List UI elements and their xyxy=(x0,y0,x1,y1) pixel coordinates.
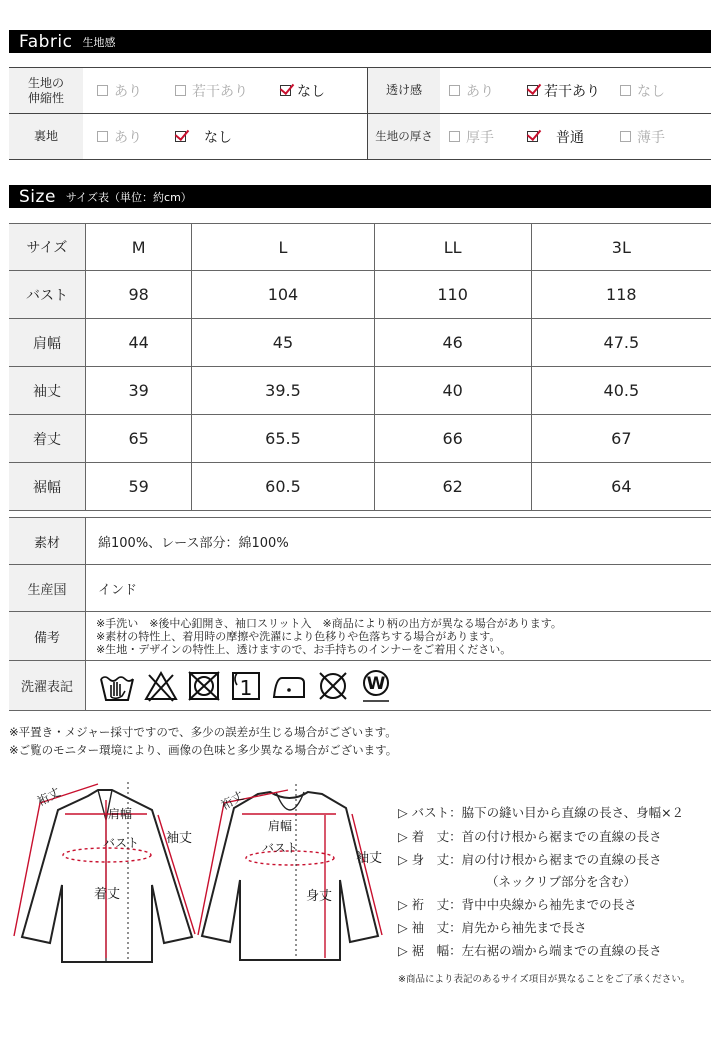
row-label: バスト xyxy=(9,271,86,319)
cell: 110 xyxy=(374,271,531,319)
size-header-row xyxy=(9,224,711,271)
size-title: Size xyxy=(19,186,56,207)
wet-clean-icon xyxy=(358,668,394,704)
checkbox-icon xyxy=(620,85,631,96)
notes-value xyxy=(86,617,562,656)
material-value: 綿100%、レース部分：綿100% xyxy=(98,536,289,551)
size-col-m: M xyxy=(86,224,192,271)
no-tumble-dry-icon xyxy=(186,669,222,703)
table-row xyxy=(9,463,711,511)
cell: 40 xyxy=(374,367,531,415)
size-table xyxy=(9,223,711,511)
row-label: 着丈 xyxy=(9,415,86,463)
table-row xyxy=(9,271,711,319)
jacket-diagram xyxy=(22,790,192,962)
cell: 39.5 xyxy=(192,367,374,415)
note-line: ※素材の特性上、着用時の摩擦や洗濯により色移りや色落ちする場合があります。 xyxy=(96,630,501,643)
legend-item: （ネックリブ部分を含む） xyxy=(486,874,637,889)
cell: 39 xyxy=(86,367,192,415)
sheer-option-2[interactable]: 若干あり xyxy=(527,81,600,101)
size-col-header: サイズ xyxy=(9,224,86,271)
diagram-label: 袖丈 xyxy=(356,851,383,866)
cell: 47.5 xyxy=(531,319,711,367)
cell: 64 xyxy=(531,463,711,511)
checkbox-icon xyxy=(449,85,460,96)
sheer-label: 透け感 xyxy=(368,68,440,113)
material-label: 素材 xyxy=(9,518,86,565)
fabric-header xyxy=(9,30,711,53)
svg-text:W: W xyxy=(366,673,386,694)
iron-low-icon xyxy=(270,669,308,703)
thickness-option-1[interactable]: 厚手 xyxy=(449,127,494,147)
checkbox-icon xyxy=(97,85,108,96)
sheer-option-3[interactable]: なし xyxy=(620,81,665,101)
row-label: 袖丈 xyxy=(9,367,86,415)
lining-label: 裏地 xyxy=(9,114,83,159)
legend-item: ▷ 袖 丈：肩先から袖先まで長さ xyxy=(398,920,587,935)
no-bleach-icon xyxy=(143,669,179,703)
checkbox-icon xyxy=(620,131,631,142)
cardigan-diagram xyxy=(202,792,378,960)
care-row xyxy=(9,660,711,711)
row-label: 肩幅 xyxy=(9,319,86,367)
checkbox-icon xyxy=(175,85,186,96)
notes-row xyxy=(9,611,711,661)
stretch-option-1[interactable]: あり xyxy=(97,81,142,101)
checked-checkbox-icon xyxy=(527,131,538,142)
fabric-row xyxy=(9,68,711,113)
size-col-3l: 3L xyxy=(531,224,711,271)
diagram-label: バスト xyxy=(103,836,140,850)
fabric-subtitle: 生地感 xyxy=(82,35,116,49)
table-row xyxy=(9,367,711,415)
line-dry-icon xyxy=(229,669,263,703)
footnote: ※ご覧のモニター環境により、画像の色味と多少異なる場合がございます。 xyxy=(9,743,398,757)
checked-checkbox-icon xyxy=(175,131,186,142)
fabric-row xyxy=(9,113,711,159)
cell: 118 xyxy=(531,271,711,319)
cell: 67 xyxy=(531,415,711,463)
checkbox-icon xyxy=(449,131,460,142)
cell: 59 xyxy=(86,463,192,511)
cell: 40.5 xyxy=(531,367,711,415)
cell: 104 xyxy=(192,271,374,319)
checkbox-icon xyxy=(97,131,108,142)
hand-wash-icon xyxy=(98,669,136,703)
cell: 46 xyxy=(374,319,531,367)
thickness-option-2[interactable]: 普通 xyxy=(527,127,584,147)
diagram-label: 袖丈 xyxy=(166,831,193,846)
legend-item: ▷ バスト：脇下の縫い目から直線の長さ、身幅×２ xyxy=(398,805,685,820)
material-row xyxy=(9,517,711,565)
cell: 65.5 xyxy=(192,415,374,463)
footnote: ※平置き・メジャー採寸ですので、多少の誤差が生じる場合がございます。 xyxy=(9,725,397,739)
sheer-option-1[interactable]: あり xyxy=(449,81,494,101)
size-subtitle: サイズ表（単位：約cm） xyxy=(65,190,192,204)
diagram-label: 身丈 xyxy=(306,889,333,904)
cell: 44 xyxy=(86,319,192,367)
notes-label: 備考 xyxy=(9,612,86,661)
stretch-option-3[interactable]: なし xyxy=(280,81,325,101)
no-dry-clean-icon xyxy=(315,669,351,703)
svg-text:1: 1 xyxy=(239,675,253,700)
diagram-label: 肩幅 xyxy=(268,819,293,833)
table-row xyxy=(9,319,711,367)
diagram-label: 裄丈 xyxy=(218,788,247,813)
checked-checkbox-icon xyxy=(527,85,538,96)
diagram-label: 肩幅 xyxy=(108,807,133,821)
care-label: 洗濯表記 xyxy=(9,661,86,710)
legend-item: ▷ 裄 丈：背中中央線から袖先までの長さ xyxy=(398,897,637,912)
table-row xyxy=(9,415,711,463)
legend-item: ▷ 身 丈：肩の付け根から裾までの直線の長さ xyxy=(398,852,662,867)
care-icons xyxy=(98,668,394,704)
size-header xyxy=(9,185,711,208)
note-line: ※手洗い ※後中心釦開き、袖口スリット入 ※商品により柄の出方が異なる場合があります。 xyxy=(96,617,562,630)
legend-item: ▷ 着 丈：首の付け根から裾までの直線の長さ xyxy=(398,829,662,844)
cell: 45 xyxy=(192,319,374,367)
diagram-label: 裄丈 xyxy=(34,785,63,809)
cell: 62 xyxy=(374,463,531,511)
origin-value: インド xyxy=(98,583,138,598)
measurement-diagram xyxy=(0,770,395,975)
size-col-l: L xyxy=(192,224,374,271)
fabric-table xyxy=(9,67,711,160)
checked-checkbox-icon xyxy=(280,85,291,96)
diagram-label: バスト xyxy=(262,841,299,855)
row-label: 裾幅 xyxy=(9,463,86,511)
cell: 60.5 xyxy=(192,463,374,511)
cell: 98 xyxy=(86,271,192,319)
cell: 65 xyxy=(86,415,192,463)
legend-item: ▷ 裾 幅：左右裾の端から端までの直線の長さ xyxy=(398,943,662,958)
origin-label: 生産国 xyxy=(9,565,86,612)
fabric-title: Fabric xyxy=(19,31,73,52)
lining-option-1[interactable]: あり xyxy=(97,127,142,147)
diagram-label: 着丈 xyxy=(94,887,121,902)
lining-option-2[interactable]: なし xyxy=(175,127,232,147)
origin-row xyxy=(9,564,711,612)
cell: 66 xyxy=(374,415,531,463)
thickness-label: 生地の厚さ xyxy=(368,114,440,159)
stretch-label: 生地の 伸縮性 xyxy=(9,68,83,113)
note-line: ※生地・デザインの特性上、透けますので、お手持ちのインナーをご着用ください。 xyxy=(96,643,512,656)
size-col-ll: LL xyxy=(374,224,531,271)
thickness-option-3[interactable]: 薄手 xyxy=(620,127,665,147)
fine-print: ※商品により表記のあるサイズ項目が異なることをご了承ください。 xyxy=(398,974,691,985)
stretch-option-2[interactable]: 若干あり xyxy=(175,81,248,101)
